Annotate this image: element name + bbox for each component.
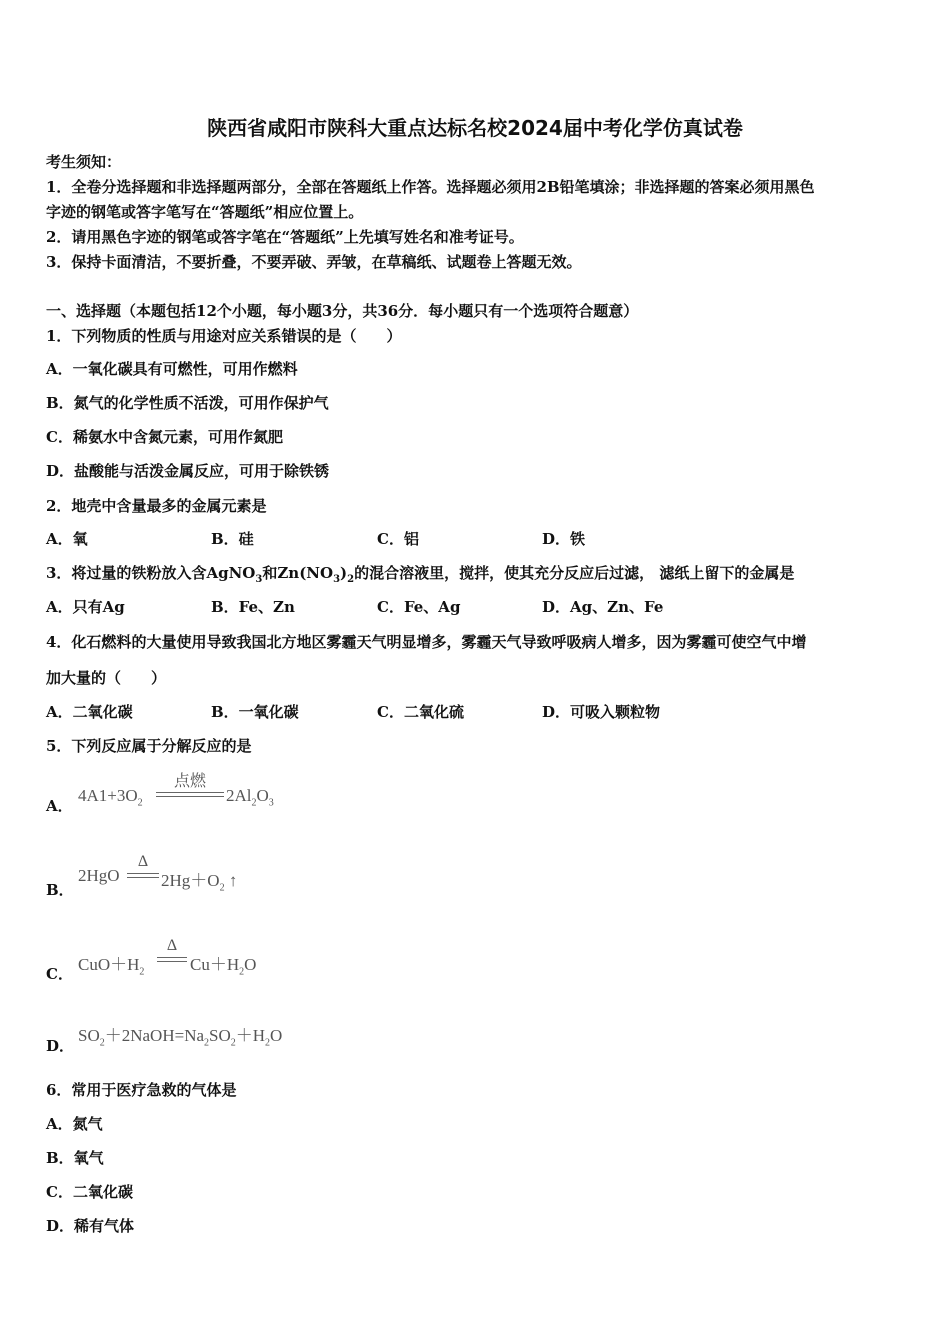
notice-item-3: 3．保持卡面清洁，不要折叠，不要弄破、弄皱，在草稿纸、试题卷上答题无效。: [46, 253, 582, 271]
notice-item-1-line-2: 字迹的钢笔或答字笔写在“答题纸”相应位置上。: [46, 203, 364, 221]
q4-option-b: B．一氧化碳: [211, 703, 299, 721]
q5-option-b-product: $2Hg+O_2$ ↑: [161, 871, 238, 894]
q5-option-c-label: C．: [46, 965, 73, 983]
notice-heading: 考生须知：: [46, 153, 122, 171]
q5-option-c-reactant: $CuO+H_2$: [78, 955, 145, 978]
q5-option-b-condition: Δ: [137, 853, 149, 870]
q3-stem: 3．将过量的铁粉放入含AgNO$_3$和$Zn(NO_3)_2$的混合溶液里，搅拌，使其充分反应后过滤， 滤纸上留下的金属是: [46, 564, 795, 585]
q5-option-b-label: B．: [46, 881, 74, 899]
q5-option-a-product: $2Al_2O_3$: [226, 786, 274, 809]
q4-option-d: D．可吸入颗粒物: [542, 703, 661, 721]
q1-option-b: B．氮气的化学性质不活泼，可用作保护气: [46, 394, 329, 412]
q5-option-d-label: D．: [46, 1037, 75, 1055]
q5-option-d-equation: $SO_2+2NaOH=Na_2SO_2+H_2O$: [78, 1026, 283, 1049]
q6-option-b: B．氧气: [46, 1149, 104, 1167]
q4-stem-line-2: 加大量的（ ）: [46, 669, 167, 687]
notice-item-2: 2．请用黑色字迹的钢笔或答字笔在“答题纸”上先填写姓名和准考证号。: [46, 228, 524, 246]
q5-option-a-equation: $4A1+3O_2$: [78, 786, 143, 809]
q2-option-b: B．硅: [211, 530, 254, 548]
q1-option-d: D．盐酸能与活泼金属反应，可用于除铁锈: [46, 462, 330, 480]
q3-option-a: A．只有Ag: [46, 598, 125, 616]
q6-option-a: A．氮气: [46, 1115, 103, 1133]
q2-option-a: A．氧: [46, 530, 88, 548]
q1-option-c: C．稀氨水中含氮元素，可用作氮肥: [46, 428, 283, 446]
q5-option-c-product: $Cu+H_2O$: [190, 955, 257, 978]
page-title: 陕西省咸阳市陕科大重点达标名校2024届中考化学仿真试卷: [207, 116, 743, 140]
q5-option-b-equals-sign: [127, 873, 159, 878]
q2-option-c: C．铝: [377, 530, 419, 548]
section-heading: 一、选择题（本题包括12个小题，每小题3分，共36分．每小题只有一个选项符合题意）: [46, 302, 639, 320]
q3-option-c: C．Fe、Ag: [377, 598, 461, 616]
q6-stem: 6．常用于医疗急救的气体是: [46, 1081, 237, 1099]
notice-item-1-line-1: 1．全卷分选择题和非选择题两部分，全部在答题纸上作答。选择题必须用2B铅笔填涂；非选择题的答案必须用黑色: [46, 178, 815, 196]
q5-option-b-reactant: 2HgO: [78, 866, 120, 885]
q2-stem: 2．地壳中含量最多的金属元素是: [46, 497, 267, 515]
q4-option-c: C．二氧化硫: [377, 703, 464, 721]
q2-option-d: D．铁: [542, 530, 586, 548]
q1-option-a: A．一氧化碳具有可燃性，可用作燃料: [46, 360, 298, 378]
q5-stem: 5．下列反应属于分解反应的是: [46, 737, 252, 755]
q5-option-c-equals-sign: [157, 957, 187, 962]
q5-option-a-label: A．: [46, 797, 73, 815]
q6-option-c: C．二氧化碳: [46, 1183, 133, 1201]
q5-option-a-equals-sign: [156, 792, 224, 797]
q3-option-d: D．Ag、Zn、Fe: [542, 598, 664, 616]
q4-stem-line-1: 4．化石燃料的大量使用导致我国北方地区雾霾天气明显增多，雾霾天气导致呼吸病人增多，因为雾霾可使空气中增: [46, 633, 807, 651]
q5-option-a-condition: 点燃: [173, 773, 206, 790]
q1-stem: 1．下列物质的性质与用途对应关系错误的是（ ）: [46, 327, 402, 345]
q3-option-b: B．Fe、Zn: [211, 598, 295, 616]
q4-option-a: A．二氧化碳: [46, 703, 133, 721]
q5-option-c-condition: Δ: [166, 937, 178, 954]
gas-arrow-icon: ↑: [228, 871, 238, 890]
q6-option-d: D．稀有气体: [46, 1217, 135, 1235]
